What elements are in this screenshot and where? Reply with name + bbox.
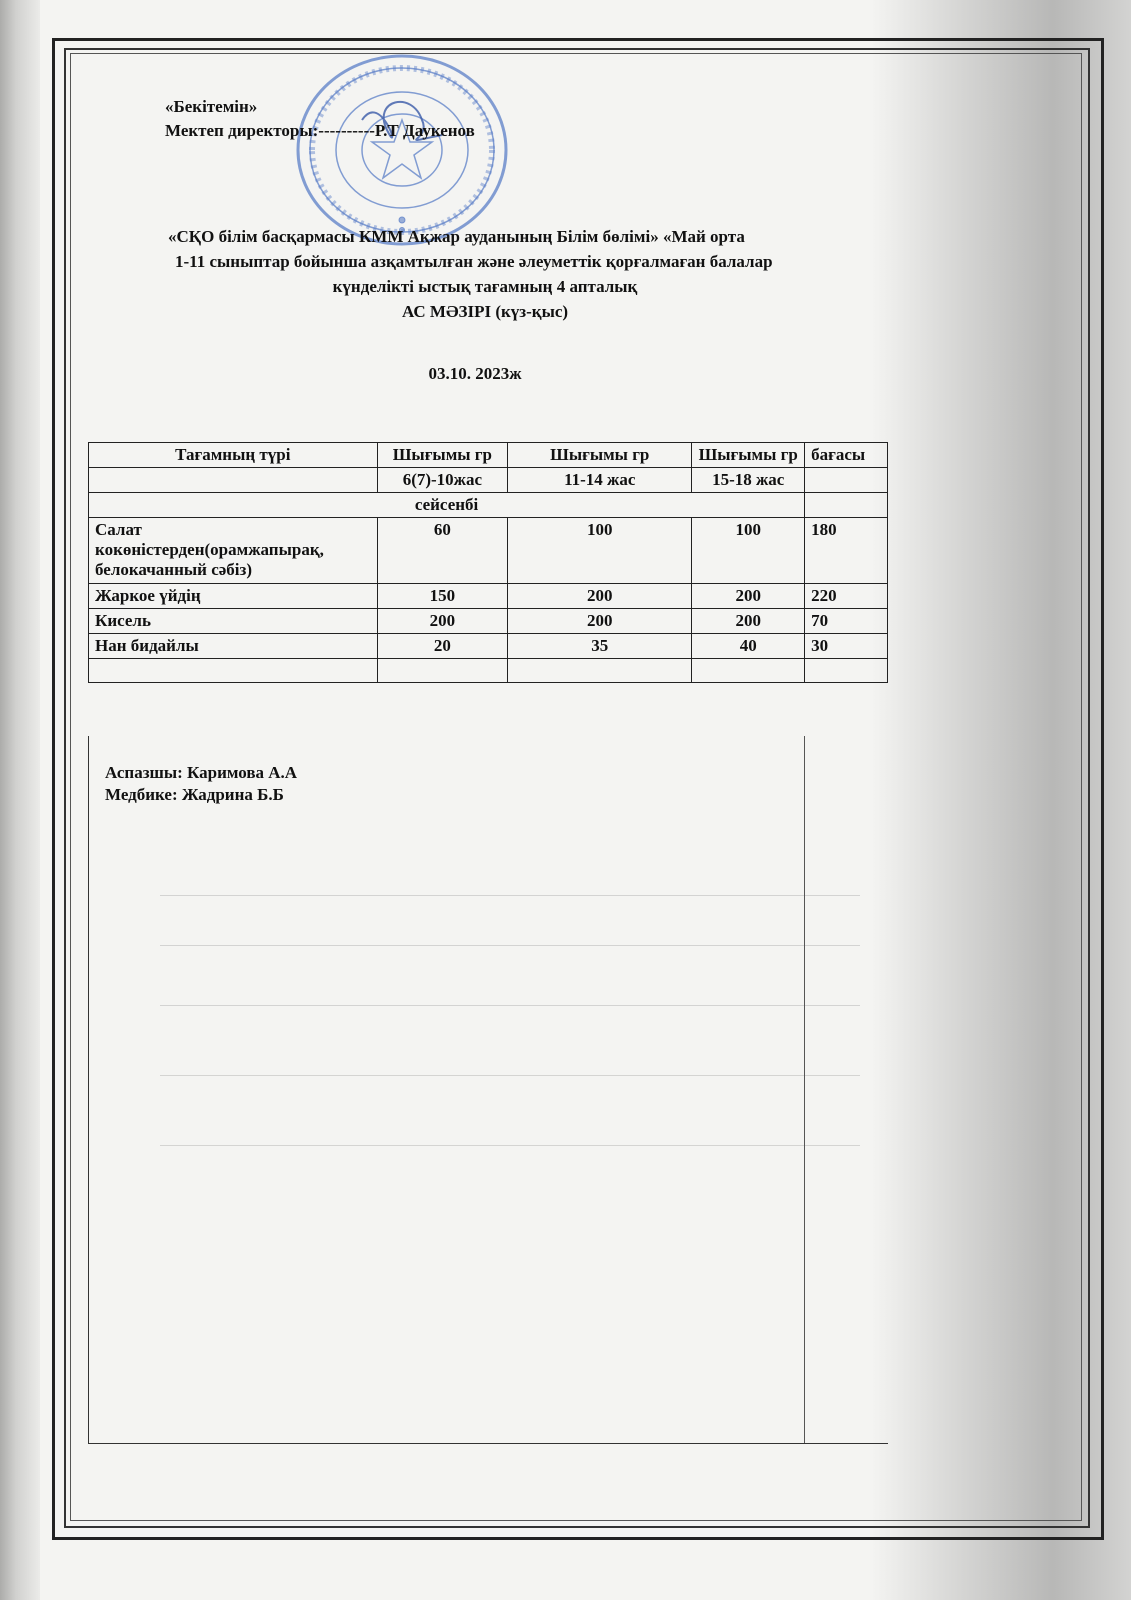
yield-6-10: 150 xyxy=(377,584,508,609)
yield-15-18: 40 xyxy=(692,634,805,659)
dish-name: Нан бидайлы xyxy=(89,634,378,659)
yield-11-14: 200 xyxy=(508,584,692,609)
col-header-price: бағасы xyxy=(805,443,888,468)
table-row xyxy=(89,634,888,659)
table-row xyxy=(89,518,888,584)
empty-cell xyxy=(377,659,508,683)
empty-cell xyxy=(692,659,805,683)
director-signature-line: Мектеп директоры:----------Р.Т Даукенов xyxy=(165,121,475,140)
approval-block xyxy=(165,95,475,143)
heading-line-4: АС МӘЗІРІ (күз-қыс) xyxy=(401,302,569,321)
day-row-price-empty xyxy=(805,493,888,518)
yield-11-14: 100 xyxy=(508,518,692,584)
lower-box-divider xyxy=(804,736,805,1444)
approval-title: «Бекітемін» xyxy=(165,97,258,116)
age-cell-6-10: 6(7)-10жас xyxy=(377,468,508,493)
empty-cell xyxy=(89,659,378,683)
empty-row xyxy=(89,659,888,683)
yield-11-14: 200 xyxy=(508,609,692,634)
table-row xyxy=(89,609,888,634)
col-header-yield-3: Шығымы гр xyxy=(692,443,805,468)
yield-15-18: 200 xyxy=(692,584,805,609)
col-header-dish: Тағамның түрі xyxy=(89,443,378,468)
price: 70 xyxy=(805,609,888,634)
nurse-signature: Медбике: Жадрина Б.Б xyxy=(105,785,284,804)
age-row xyxy=(89,468,888,493)
col-header-yield-1: Шығымы гр xyxy=(377,443,508,468)
day-label: сейсенбі xyxy=(89,493,805,518)
price: 180 xyxy=(805,518,888,584)
yield-6-10: 20 xyxy=(377,634,508,659)
lower-box-left-border xyxy=(88,736,89,1444)
price: 30 xyxy=(805,634,888,659)
empty-cell xyxy=(805,659,888,683)
signers-block xyxy=(105,762,297,806)
age-cell-price-empty xyxy=(805,468,888,493)
heading-line-1: «СҚО білім басқармасы КММ Ақжар ауданының Білім бөлімі» «Май орта xyxy=(168,227,745,246)
lower-box-bottom-border xyxy=(88,1443,888,1444)
document-date: 03.10. 2023ж xyxy=(428,364,522,383)
yield-15-18: 100 xyxy=(692,518,805,584)
dish-name: Жаркое үйдің xyxy=(89,584,378,609)
official-stamp-icon xyxy=(292,50,512,250)
scan-edge-left xyxy=(0,0,40,1600)
table-row xyxy=(89,584,888,609)
document-heading xyxy=(90,224,880,324)
bleed-through-ghost xyxy=(160,845,860,1205)
cook-signature: Аспазшы: Каримова А.А xyxy=(105,763,298,782)
heading-line-3: күнделікті ыстық тағамның 4 апталық xyxy=(332,277,638,296)
header-row xyxy=(89,443,888,468)
dish-name: Кисель xyxy=(89,609,378,634)
yield-6-10: 200 xyxy=(377,609,508,634)
yield-15-18: 200 xyxy=(692,609,805,634)
menu-table xyxy=(88,442,888,683)
yield-11-14: 35 xyxy=(508,634,692,659)
price: 220 xyxy=(805,584,888,609)
yield-6-10: 60 xyxy=(377,518,508,584)
age-cell-15-18: 15-18 жас xyxy=(692,468,805,493)
dish-name: Салат кокөністерден(орамжапырақ, белокачанный сәбіз) xyxy=(89,518,378,584)
age-cell-11-14: 11-14 жас xyxy=(508,468,692,493)
age-cell-empty xyxy=(89,468,378,493)
empty-cell xyxy=(508,659,692,683)
col-header-yield-2: Шығымы гр xyxy=(508,443,692,468)
heading-line-2: 1-11 сыныптар бойынша азқамтылған және әлеуметтік қорғалмаған балалар xyxy=(175,252,773,271)
day-row xyxy=(89,493,888,518)
